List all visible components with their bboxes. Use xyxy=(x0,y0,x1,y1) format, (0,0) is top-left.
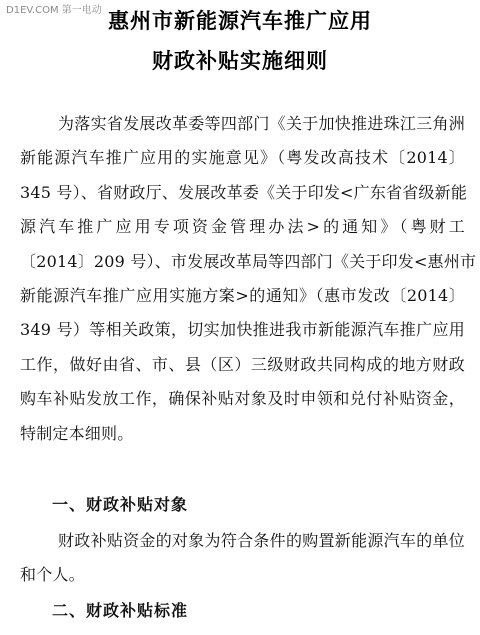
intro-line: 345 号）、省财政厅、发展改革委《关于印发<广东省省级新能 xyxy=(20,182,468,202)
watermark: D1EV.COM 第一电动 xyxy=(6,5,102,16)
intro-line: 〔2014〕209 号）、市发展改革局等四部门《关于印发<惠州市 xyxy=(20,251,477,271)
intro-line: 源汽车推广应用专项资金管理办法>的通知》（粤财工 xyxy=(20,217,465,237)
intro-line: 新能源汽车推广应用实施方案>的通知》（惠市发改〔2014〕 xyxy=(20,285,465,305)
intro-line: 为落实省发展改革委等四部门《关于加快推进珠江三角洲 xyxy=(58,114,465,133)
document-title-line-1: 惠州市新能源汽车推广应用 xyxy=(108,8,372,33)
section1-paragraph xyxy=(20,531,465,599)
intro-line: 特制定本细则。 xyxy=(20,423,134,443)
section1-line: 和个人。 xyxy=(20,565,85,584)
section-heading-2: 二、财政补贴标准 xyxy=(52,601,189,620)
intro-line: 购车补贴发放工作，确保补贴对象及时申领和兑付补贴资金， xyxy=(20,389,465,409)
intro-paragraph xyxy=(20,114,477,458)
intro-line: 工作，做好由省、市、县（区）三级财政共同构成的地方财政 xyxy=(20,354,465,374)
intro-line: 新能源汽车推广应用的实施意见》（粤发改高技术〔2014〕 xyxy=(20,148,465,168)
section-heading-1: 一、财政补贴对象 xyxy=(52,495,189,514)
section1-line: 财政补贴资金的对象为符合条件的购置新能源汽车的单位 xyxy=(58,531,465,550)
intro-line: 349 号）等相关政策，切实加快推进我市新能源汽车推广应用 xyxy=(20,320,465,340)
document-title-line-2: 财政补贴实施细则 xyxy=(152,48,328,73)
